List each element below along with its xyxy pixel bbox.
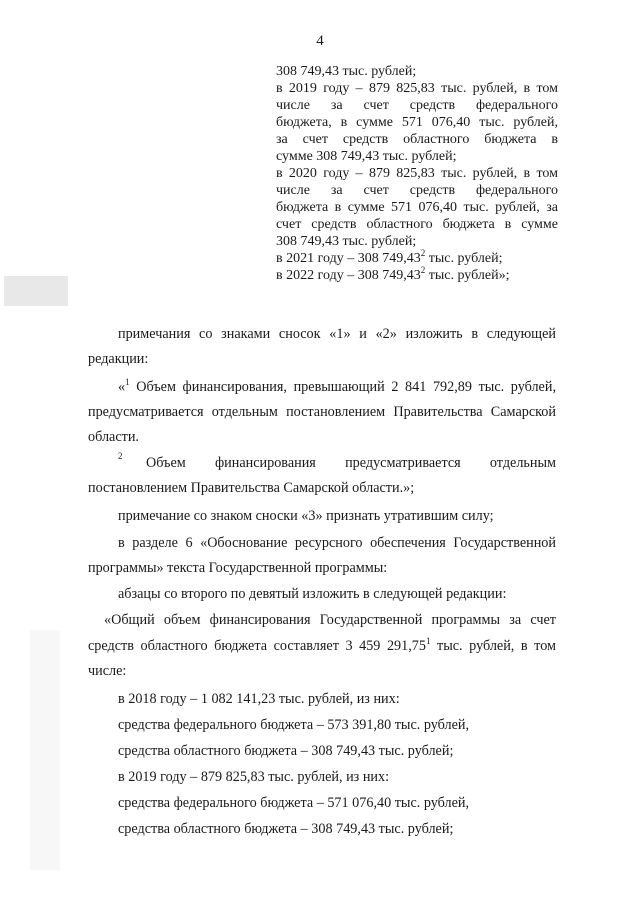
total-line2 [88, 638, 556, 655]
column-line: за счет средств областного бюджета в [276, 132, 558, 147]
column-line-2021-main: в 2021 году – 308 749,43 [276, 251, 421, 266]
section6-line1: в разделе 6 «Обоснование ресурсного обеспечения Государственной [118, 535, 556, 551]
footnote-sup-2: 2 [420, 248, 426, 258]
footnote2-line1: Объем финансирования предусматривается отдельным [146, 455, 556, 471]
scan-noise [4, 276, 68, 306]
footnote-sup-1: 1 [425, 636, 431, 646]
list-item: средства федерального бюджета – 573 391,80 тыс. рублей, [118, 717, 470, 733]
column-line-2022-main: в 2022 году – 308 749,43 [276, 268, 421, 283]
list-item: средства областного бюджета – 308 749,43 тыс. рублей; [118, 743, 454, 759]
list-item: в 2019 году – 879 825,83 тыс. рублей, из них: [118, 769, 390, 785]
paragraphs-instruction: абзацы со второго по девятый изложить в следующей редакции: [118, 586, 507, 602]
column-line: счет средств областного бюджета в сумме [276, 217, 558, 232]
total-text: средств областного бюджета составляет 3 459 291,75 [88, 638, 426, 654]
footnote-sup-1: 1 [125, 377, 130, 387]
column-line: в 2020 году – 879 825,83 тыс. рублей, в том [276, 166, 558, 181]
column-line: сумме 308 749,43 тыс. рублей; [276, 149, 457, 164]
list-item: средства федерального бюджета – 571 076,40 тыс. рублей, [118, 795, 470, 811]
list-item: в 2018 году – 1 082 141,23 тыс. рублей, из них: [118, 691, 400, 707]
column-line-2022-tail: тыс. рублей»; [425, 268, 510, 283]
column-line: в 2019 году – 879 825,83 тыс. рублей, в том [276, 81, 558, 96]
total-line3: числе: [88, 663, 127, 679]
footnote2-mark: 2 [118, 451, 123, 461]
total-line1: «Общий объем финансирования Государственной программы за счет [104, 612, 556, 628]
column-line: числе за счет средств федерального [276, 183, 558, 198]
column-line: числе за счет средств федерального [276, 98, 558, 113]
column-line-2021 [276, 250, 558, 267]
list-item: средства областного бюджета – 308 749,43 тыс. рублей; [118, 821, 454, 837]
column-line: 308 749,43 тыс. рублей; [276, 64, 417, 79]
footnote1-text: Объем финансирования, превышающий 2 841 792,89 тыс. рублей, [129, 379, 556, 395]
column-line-2021-tail: тыс. рублей; [425, 251, 503, 266]
footnote1-line2: предусматривается отдельным постановлением Правительства Самарской [88, 404, 556, 420]
footnote-sup-2: 2 [420, 265, 426, 275]
column-line: 308 749,43 тыс. рублей; [276, 234, 417, 249]
footnote1-line1 [118, 379, 556, 396]
column-line-2022 [276, 267, 558, 284]
footnote1-line3: области. [88, 429, 139, 445]
section6-line2: программы» текста Государственной программы: [88, 560, 388, 576]
note3-text: примечание со знаком сноски «3» признать утратившим силу; [118, 508, 494, 524]
scan-noise [30, 630, 60, 870]
page-number: 4 [316, 33, 324, 49]
total-tail: тыс. рублей, в том [430, 638, 556, 654]
column-line: бюджета в сумме 571 076,40 тыс. рублей, за [276, 200, 558, 215]
notes-intro-line1: примечания со знаками сносок «1» и «2» изложить в следующей [118, 326, 556, 342]
funding-column [276, 63, 558, 284]
quote-open: « [118, 379, 126, 395]
footnote2-line2: постановлением Правительства Самарской области.»; [88, 480, 415, 496]
notes-intro-line2: редакции: [88, 351, 149, 367]
column-line: бюджета, в сумме 571 076,40 тыс. рублей, [276, 115, 558, 130]
